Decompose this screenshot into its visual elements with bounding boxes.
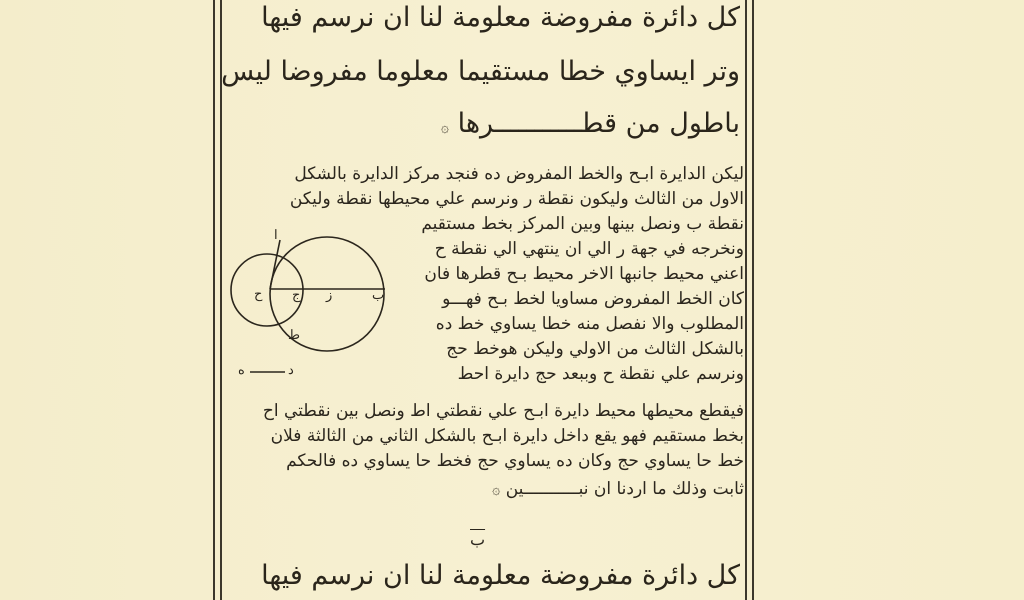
next-proposition-line: كل دائرة مفروضة معلومة لنا ان نرسم فيها (261, 560, 740, 591)
end-mark-icon: ۞ (440, 120, 449, 136)
proposition-line-3 (441, 108, 740, 144)
section-number: ب (470, 530, 486, 549)
proof-line-1: ليكن الدايرة ابـح والخط المفروض ده فنجد مركز الدايرة بالشكل (294, 164, 744, 184)
proof-line-8: بالشكل الثالث من الاولي وليكن هوخط حج (446, 339, 744, 359)
proof-line-7: المطلوب والا نفصل منه خطا يساوي خط ده (435, 314, 744, 334)
figure-label-jim: ج (292, 288, 301, 303)
proof-line-10: فيقطع محيطها محيط دايرة ابـح علي نقطتي اط ونصل بين نقطتي اح (262, 401, 744, 421)
segment-label-dal: د (288, 363, 294, 378)
figure-label-ta: ط (288, 328, 301, 343)
proof-line-4: ونخرجه في جهة ر الي ان ينتهي الي نقطة ح (434, 239, 744, 259)
proposition-line-2: وتر ايساوي خطا مستقيما معلوما مفروضا ليس (221, 56, 740, 87)
end-mark-icon: ۞ (492, 482, 501, 498)
proof-line-6: كان الخط المفروض مساويا لخط بـح فهـــو (442, 289, 744, 309)
two-circles-diagram-icon (230, 232, 390, 392)
figure-label-zay: ز (326, 288, 333, 303)
frame-outer-right-rule (752, 0, 754, 600)
figure-label-ha: ح (254, 287, 263, 302)
frame-outer-left-rule (213, 0, 215, 600)
proof-line-13 (492, 478, 744, 501)
proof-line-13-text: ثابت وذلك ما اردنا ان نبـــــــــــين (505, 479, 744, 499)
proposition-line-3-text: باطول من قطـــــــــــرها (457, 108, 740, 139)
proposition-line-1: كل دائرة مفروضة معلومة لنا ان نرسم فيها (261, 2, 740, 33)
proof-line-11: بخط مستقيم فهو يقع داخل دايرة ابـح بالشكل الثاني من الثالثة فلان (270, 426, 744, 446)
proof-line-5: اعني محيط جانبها الاخر محيط بـح قطرها فان (424, 264, 744, 284)
proof-line-12: خط حا يساوي حج وكان ده يساوي حج فخط حا يساوي ده فالحكم (286, 451, 744, 471)
figure-label-alif: ا (274, 228, 278, 243)
frame-inner-left-rule (220, 0, 222, 600)
proof-line-2: الاول من الثالث وليكون نقطة ر ونرسم علي محيطها نقطة وليكن (289, 189, 744, 209)
geometry-figure (230, 228, 390, 392)
frame-inner-right-rule (745, 0, 747, 600)
segment-label-ha: ه (238, 363, 245, 378)
proof-line-3: نقطة ب ونصل بينها وبين المركز بخط مستقيم (421, 214, 744, 234)
figure-label-ba: ب (372, 288, 385, 303)
proof-line-9: ونرسم علي نقطة ح وببعد حج دايرة احط (457, 364, 744, 384)
